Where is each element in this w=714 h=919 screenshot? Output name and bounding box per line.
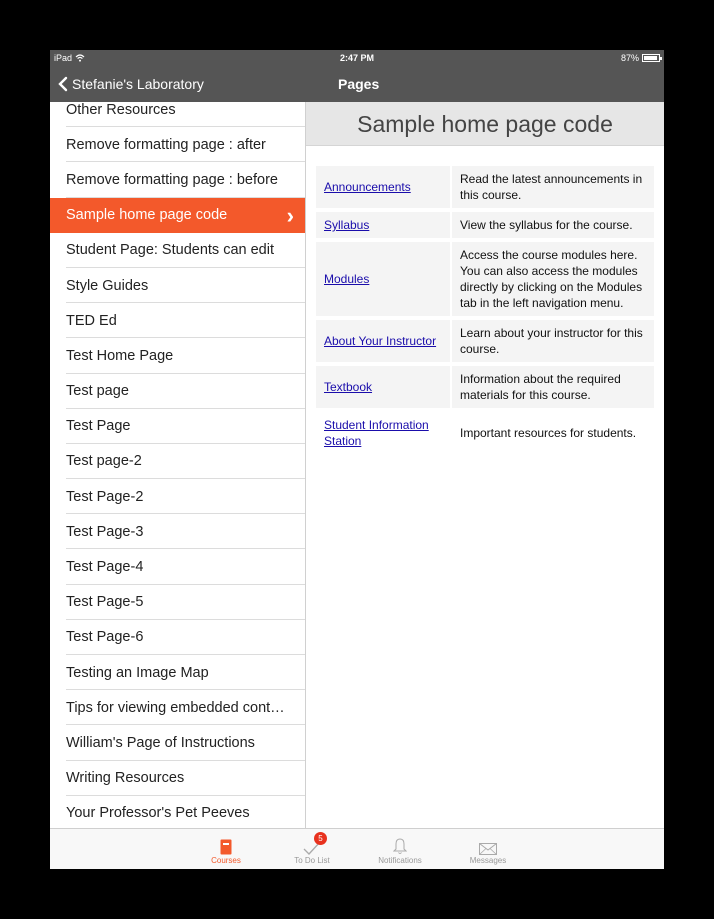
bell-icon — [393, 837, 407, 855]
page-title: Sample home page code — [306, 102, 664, 146]
sidebar-item-label: Tips for viewing embedded cont… — [66, 699, 285, 716]
todo-badge: 5 — [314, 832, 327, 845]
sidebar-item[interactable] — [50, 268, 306, 303]
navigation-bar — [50, 66, 664, 102]
tab-notifications-label: Notifications — [378, 856, 422, 865]
tab-courses-label: Courses — [211, 856, 241, 865]
sidebar-item[interactable] — [50, 761, 306, 796]
sidebar-item[interactable] — [50, 796, 306, 828]
tab-messages[interactable] — [458, 829, 518, 869]
link-description: Read the latest announcements in this course. — [450, 166, 654, 208]
sidebar-item-label: Test Page — [66, 418, 131, 435]
sidebar-item-label: William's Page of Instructions — [66, 734, 255, 751]
tab-todo[interactable] — [282, 829, 342, 869]
link-cell — [316, 166, 450, 208]
table-row — [316, 242, 654, 316]
table-row — [316, 366, 654, 408]
sidebar-item-label: Test Page-4 — [66, 559, 144, 576]
sidebar-item[interactable] — [50, 409, 306, 444]
book-icon — [220, 839, 232, 855]
sidebar-item-label: Student Page: Students can edit — [66, 242, 274, 259]
link-description: Information about the required materials for this course. — [450, 366, 654, 408]
page-link[interactable]: Syllabus — [324, 218, 370, 232]
link-cell — [316, 412, 450, 454]
battery-status — [621, 50, 660, 66]
sidebar-item[interactable] — [50, 233, 306, 268]
tab-todo-label: To Do List — [294, 856, 330, 865]
status-time: 2:47 PM — [339, 53, 374, 63]
link-description: Learn about your instructor for this course. — [450, 320, 654, 362]
link-cell — [316, 242, 450, 316]
sidebar-item[interactable] — [50, 102, 306, 127]
sidebar-item-label: Test page-2 — [66, 453, 142, 470]
sidebar-item[interactable] — [50, 374, 306, 409]
tab-messages-label: Messages — [469, 856, 507, 865]
table-row — [316, 412, 654, 454]
link-cell — [316, 212, 450, 238]
sidebar-item[interactable] — [50, 549, 306, 584]
tab-notifications[interactable] — [370, 829, 430, 869]
sidebar-item-label: Testing an Image Map — [66, 664, 209, 681]
tab-courses[interactable] — [196, 829, 256, 869]
page-link[interactable]: Modules — [324, 272, 370, 286]
page-link[interactable]: Announcements — [324, 180, 411, 194]
sidebar-item-label: Sample home page code — [66, 207, 228, 224]
table-row — [316, 320, 654, 362]
page-link[interactable]: About Your Instructor — [324, 334, 437, 348]
sidebar-item[interactable] — [50, 479, 306, 514]
sidebar-item-label: Test Page-6 — [66, 629, 144, 646]
pages-sidebar[interactable] — [50, 102, 306, 828]
back-button[interactable] — [58, 66, 204, 102]
envelope-icon — [479, 843, 497, 855]
sidebar-item-label: Test Page-2 — [66, 488, 144, 505]
sidebar-item-label: Test Page-5 — [66, 594, 144, 611]
ipad-screen — [50, 50, 664, 869]
link-cell — [316, 366, 450, 408]
link-description: Important resources for students. — [450, 412, 654, 454]
sidebar-item-label: Writing Resources — [66, 770, 185, 787]
sidebar-item[interactable] — [50, 198, 306, 233]
sidebar-item[interactable] — [50, 162, 306, 197]
sidebar-item-label: Style Guides — [66, 277, 149, 294]
sidebar-item-label: TED Ed — [66, 312, 117, 329]
sidebar-item[interactable] — [50, 725, 306, 760]
page-link[interactable]: Student Information Station — [324, 418, 429, 448]
battery-percent: 87% — [620, 53, 639, 63]
back-button-label: Stefanie's Laboratory — [72, 76, 204, 92]
sidebar-item-label: Other Resources — [66, 102, 176, 118]
sidebar-item-label: Remove formatting page : after — [66, 136, 266, 153]
sidebar-item[interactable] — [50, 514, 306, 549]
sidebar-item[interactable] — [50, 690, 306, 725]
sidebar-item-label: Test page — [66, 383, 129, 400]
links-table — [316, 162, 654, 458]
battery-icon — [642, 54, 660, 62]
sidebar-item[interactable] — [50, 444, 306, 479]
nav-title: Pages — [338, 76, 380, 92]
table-row — [316, 212, 654, 238]
sidebar-item[interactable] — [50, 655, 306, 690]
chevron-right-icon: › — [286, 202, 294, 228]
sidebar-item[interactable] — [50, 127, 306, 162]
page-link[interactable]: Textbook — [324, 380, 373, 394]
link-cell — [316, 320, 450, 362]
table-row — [316, 166, 654, 208]
sidebar-item[interactable] — [50, 303, 306, 338]
device-name: iPad — [54, 53, 73, 63]
chevron-left-icon — [58, 76, 68, 92]
sidebar-item[interactable] — [50, 620, 306, 655]
sidebar-item[interactable] — [50, 338, 306, 373]
pages-list — [50, 102, 306, 828]
sidebar-item-label: Test Home Page — [66, 347, 174, 364]
sidebar-item-label: Test Page-3 — [66, 523, 144, 540]
sidebar-item[interactable] — [50, 585, 306, 620]
sidebar-item-label: Remove formatting page : before — [66, 171, 278, 188]
link-description: Access the course modules here. You can also access the modules directly by clicking on the Modules tab in the left navigation menu. — [450, 242, 654, 316]
sidebar-item-label: Your Professor's Pet Peeves — [66, 805, 250, 822]
page-content — [306, 102, 664, 828]
tab-bar — [50, 828, 664, 869]
status-bar — [50, 50, 664, 66]
link-description: View the syllabus for the course. — [450, 212, 654, 238]
